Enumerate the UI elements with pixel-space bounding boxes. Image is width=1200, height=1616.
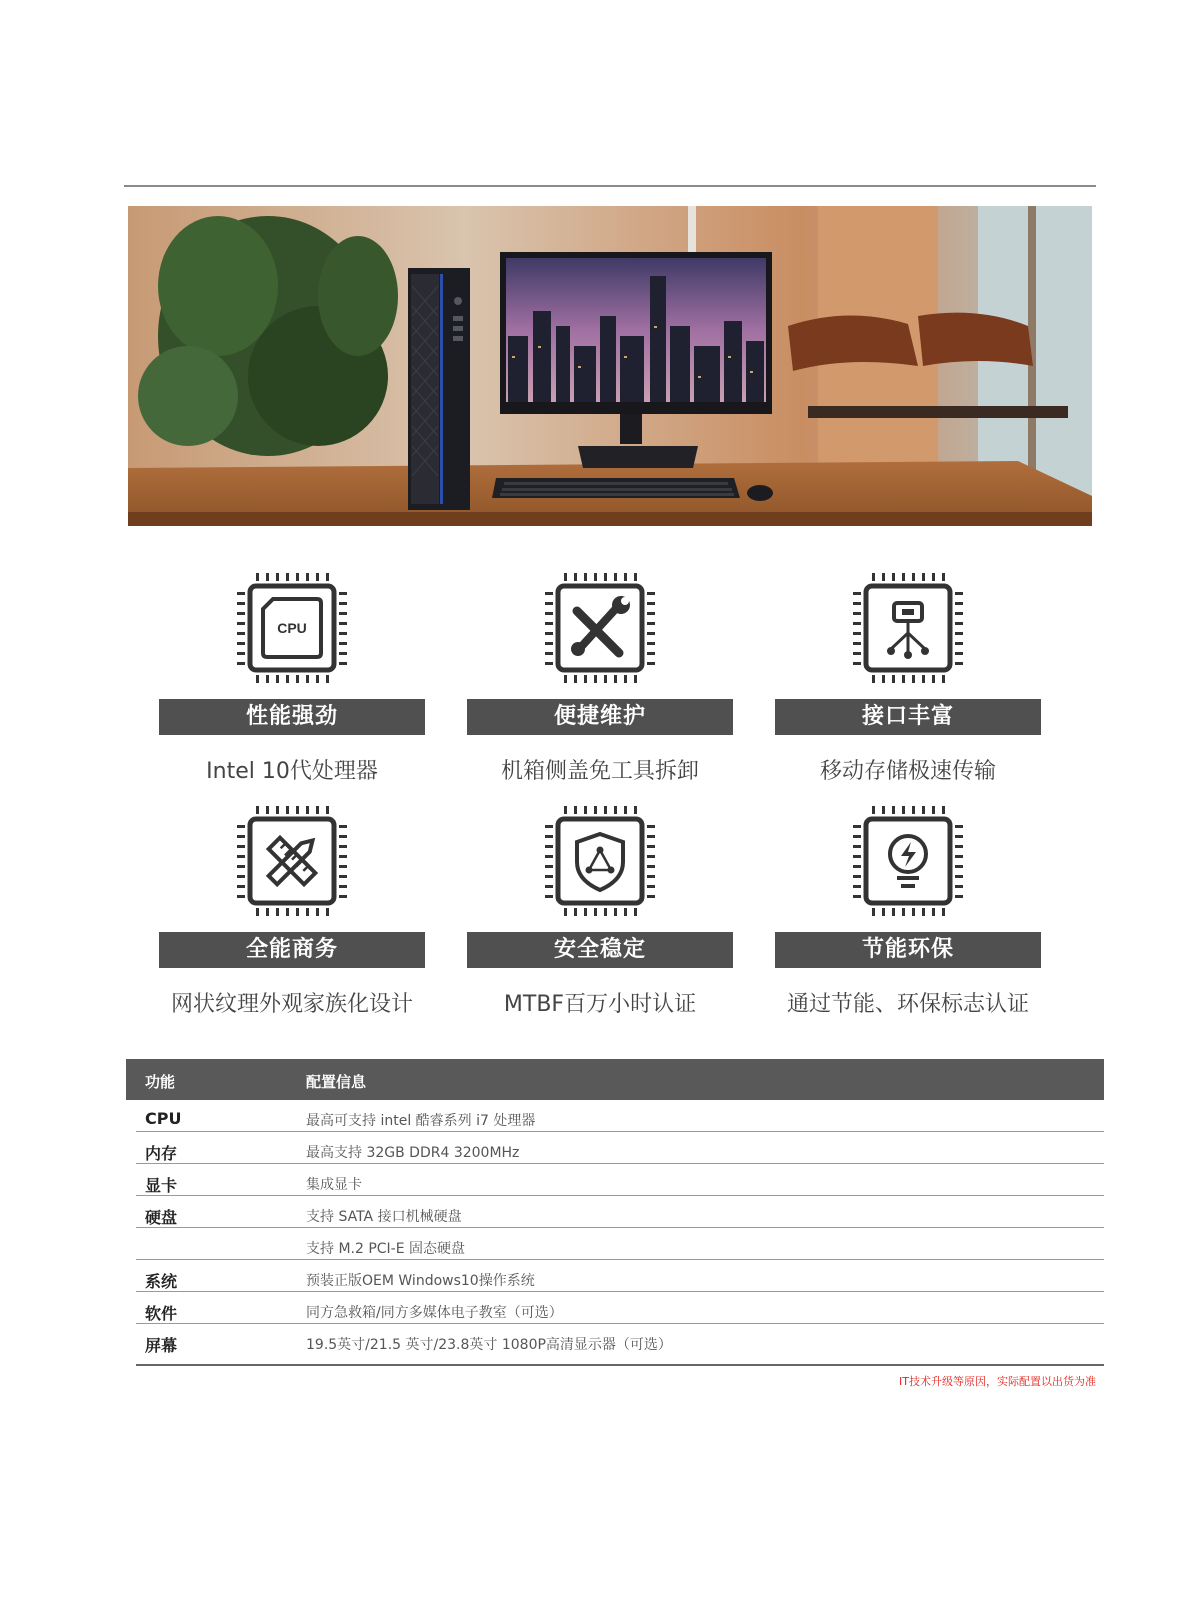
product-photo: [128, 206, 1092, 526]
spec-value: 预装正版OEM Windows10操作系统: [306, 1273, 535, 1289]
feature-desc: MTBF百万小时认证: [503, 992, 697, 1017]
feature-title: 节能环保: [775, 932, 1041, 968]
table-row: [136, 1228, 1104, 1260]
feature-title: 便捷维护: [467, 699, 733, 735]
disclaimer-note: IT技术升级等原因，实际配置以出货为准: [899, 1375, 1096, 1388]
spec-value: 同方急救箱/同方多媒体电子教室（可选）: [306, 1305, 563, 1321]
top-rule: [124, 185, 1096, 187]
table-row: [136, 1132, 1104, 1164]
feature-desc: Intel 10代处理器: [206, 759, 378, 784]
spec-value: 支持 M.2 PCI-E 固态硬盘: [306, 1241, 466, 1257]
table-row: [136, 1324, 1104, 1356]
usb-chip-icon: [853, 573, 963, 683]
spec-key: CPU: [145, 1109, 182, 1128]
table-row: [136, 1292, 1104, 1324]
shield-chip-icon: [545, 806, 655, 916]
feature-desc: 网状纹理外观家族化设计: [170, 992, 413, 1017]
spec-key: 系统: [145, 1272, 178, 1291]
feature-desc: 移动存储极速传输: [819, 759, 996, 784]
tools-chip-icon: [545, 573, 655, 683]
table-bottom-rule: [136, 1364, 1104, 1366]
feature-desc: 机箱侧盖免工具拆卸: [500, 759, 699, 784]
spec-value: 最高支持 32GB DDR4 3200MHz: [306, 1145, 520, 1161]
spec-key: 内存: [145, 1144, 178, 1163]
spec-table: [136, 1100, 1104, 1356]
spec-key: 屏幕: [145, 1336, 178, 1355]
spec-header-function: 功能: [145, 1073, 176, 1091]
spec-value: 支持 SATA 接口机械硬盘: [306, 1209, 462, 1225]
feature-title: 性能强劲: [159, 699, 425, 735]
table-row: [136, 1164, 1104, 1196]
cpu-chip-icon: [237, 573, 347, 683]
feature-title: 安全稳定: [467, 932, 733, 968]
spec-key: 硬盘: [145, 1208, 178, 1227]
spec-table-header: [126, 1059, 1104, 1100]
table-row: [136, 1196, 1104, 1228]
feature-desc: 通过节能、环保标志认证: [786, 992, 1029, 1017]
design-chip-icon: [237, 806, 347, 916]
feature-title: 全能商务: [159, 932, 425, 968]
table-row: [136, 1100, 1104, 1132]
spec-value: 集成显卡: [306, 1177, 362, 1193]
spec-header-config: 配置信息: [306, 1073, 367, 1091]
spec-value: 最高可支持 intel 酷睿系列 i7 处理器: [306, 1113, 536, 1129]
spec-key: 显卡: [145, 1176, 178, 1195]
cpu-icon-label: CPU: [277, 620, 307, 636]
table-row: [136, 1260, 1104, 1292]
energy-chip-icon: [853, 806, 963, 916]
spec-key: 软件: [145, 1304, 178, 1323]
spec-value: 19.5英寸/21.5 英寸/23.8英寸 1080P高清显示器（可选）: [306, 1337, 672, 1353]
feature-title: 接口丰富: [775, 699, 1041, 735]
